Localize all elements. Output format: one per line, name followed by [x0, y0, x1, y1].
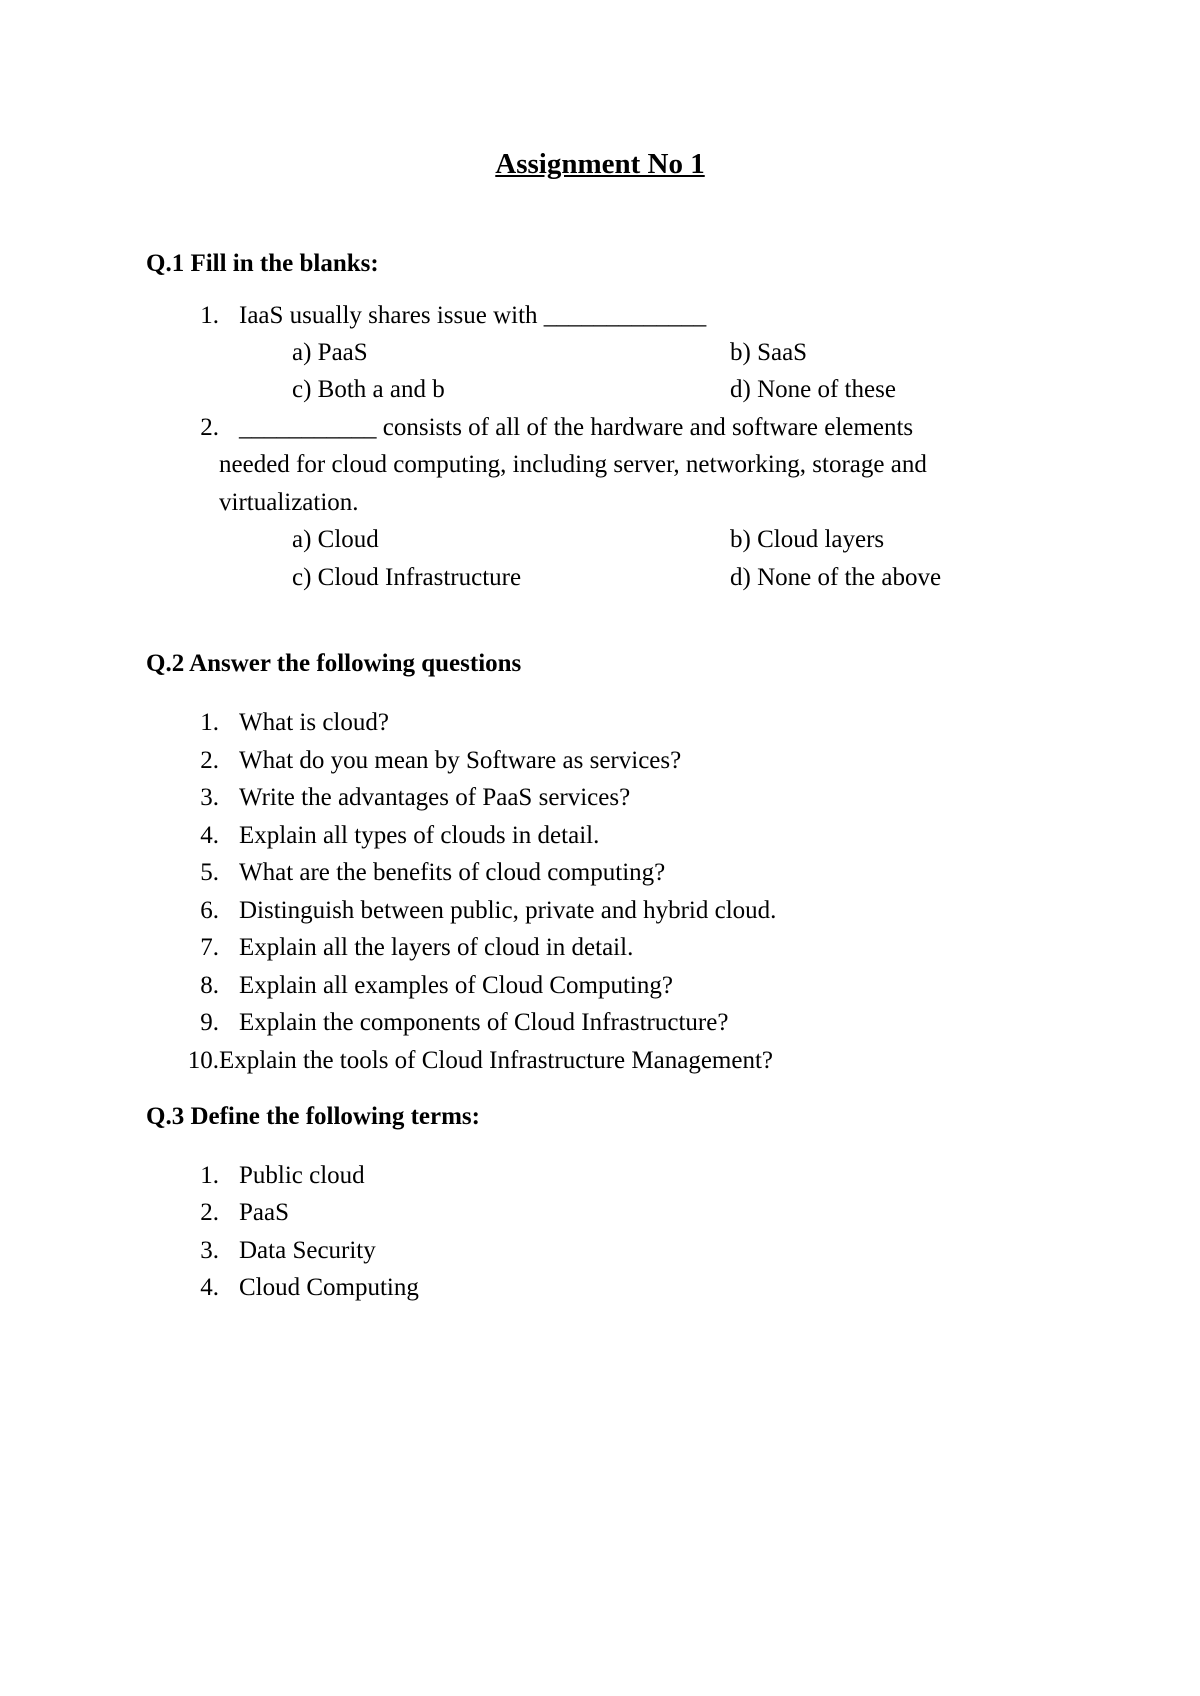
list-item — [146, 704, 1046, 742]
item-number: 2. — [200, 414, 219, 441]
q1-item-1-option-d: d) None of these — [730, 376, 896, 403]
list-item — [146, 1194, 1046, 1232]
item-number: 1. — [200, 1162, 219, 1189]
list-item — [146, 742, 1046, 780]
q1-item-1-option-c: c) Both a and b — [292, 376, 445, 403]
q1-item-2-line-3: virtualization. — [219, 489, 359, 516]
item-text: PaaS — [239, 1199, 289, 1226]
item-number: 2. — [200, 747, 219, 774]
q1-item-1-option-a: a) PaaS — [292, 339, 368, 366]
list-item — [146, 1157, 1046, 1195]
item-number: 2. — [200, 1199, 219, 1226]
item-number: 10. — [187, 1047, 219, 1074]
item-number: 7. — [200, 934, 219, 961]
item-text: Explain the components of Cloud Infrastructure? — [239, 1009, 729, 1036]
list-item — [146, 1269, 1046, 1307]
q1-item-2-option-c: c) Cloud Infrastructure — [292, 564, 522, 591]
item-text: What do you mean by Software as services? — [239, 747, 682, 774]
item-number: 3. — [200, 1237, 219, 1264]
item-text: Public cloud — [239, 1162, 365, 1189]
item-number: 1. — [200, 709, 219, 736]
q1-heading: Q.1 Fill in the blanks: — [146, 250, 379, 277]
item-text: IaaS usually shares issue with _____________ — [239, 302, 707, 329]
q3-heading: Q.3 Define the following terms: — [146, 1103, 480, 1130]
list-item — [146, 1042, 1046, 1080]
item-number: 1. — [200, 302, 219, 329]
item-text: Data Security — [239, 1237, 376, 1264]
q1-item-2-option-a: a) Cloud — [292, 526, 379, 553]
q1-item-2-option-d: d) None of the above — [730, 564, 942, 591]
list-item — [146, 967, 1046, 1005]
item-text: Explain all examples of Cloud Computing? — [239, 972, 673, 999]
item-number: 9. — [200, 1009, 219, 1036]
q1-item-2-line-2: needed for cloud computing, including server, networking, storage and — [219, 451, 927, 478]
list-item — [146, 854, 1046, 892]
q1-item-2-option-b: b) Cloud layers — [730, 526, 885, 553]
q1-item-2 — [146, 409, 1046, 447]
list-item — [146, 1004, 1046, 1042]
item-text: Write the advantages of PaaS services? — [239, 784, 631, 811]
item-number: 6. — [200, 897, 219, 924]
q1-item-1-option-b: b) SaaS — [730, 339, 808, 366]
page-title: Assignment No 1 — [495, 148, 705, 180]
item-text: Cloud Computing — [239, 1274, 419, 1301]
item-text: Explain all the layers of cloud in detail. — [239, 934, 634, 961]
list-item — [146, 1232, 1046, 1270]
q1-item-1 — [146, 297, 1046, 335]
item-text: Explain all types of clouds in detail. — [239, 822, 600, 849]
item-text-line-1: ___________ consists of all of the hardware and software elements — [239, 414, 914, 441]
list-item — [146, 817, 1046, 855]
item-number: 8. — [200, 972, 219, 999]
list-item — [146, 779, 1046, 817]
list-item — [146, 892, 1046, 930]
list-item — [146, 929, 1046, 967]
item-number: 3. — [200, 784, 219, 811]
q2-heading: Q.2 Answer the following questions — [146, 650, 522, 677]
item-text: What is cloud? — [239, 709, 389, 736]
item-text: Explain the tools of Cloud Infrastructure Management? — [219, 1047, 774, 1074]
item-text: What are the benefits of cloud computing? — [239, 859, 666, 886]
item-number: 4. — [200, 1274, 219, 1301]
item-number: 4. — [200, 822, 219, 849]
item-number: 5. — [200, 859, 219, 886]
item-text: Distinguish between public, private and hybrid cloud. — [239, 897, 777, 924]
